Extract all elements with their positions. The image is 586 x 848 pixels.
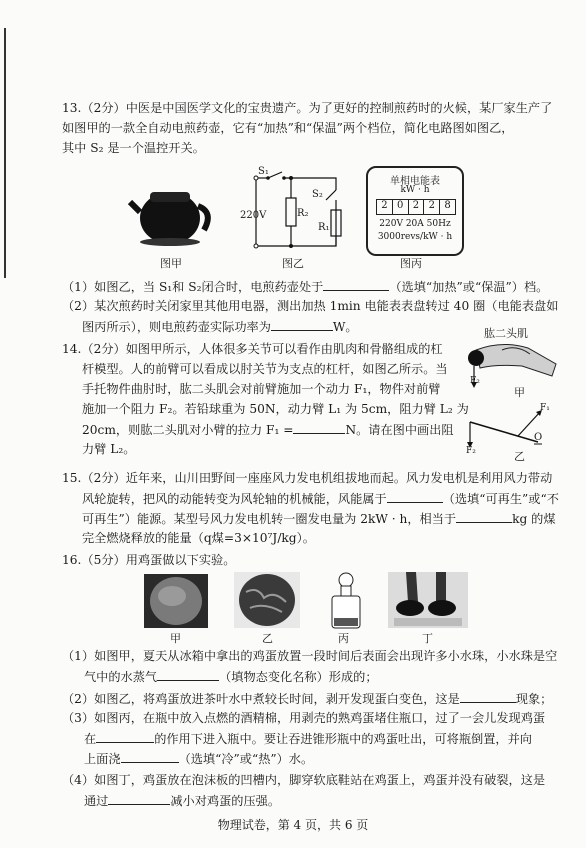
q15-line-3-pre: 可再生”）能源。某型号风力发电机转一圈发电量为 2kW · h，相当于 bbox=[82, 512, 457, 526]
yi-f2-label: F₂ bbox=[466, 446, 476, 456]
q13-caption-bing: 图丙 bbox=[400, 257, 422, 270]
q14-line-6: 力臂 L₂。 bbox=[82, 442, 136, 456]
q15-line-3 bbox=[82, 510, 556, 527]
q16-part-2 bbox=[62, 690, 552, 707]
q16-part-1-line-2 bbox=[84, 668, 378, 685]
q15-line-3-post: kg 的煤 bbox=[512, 512, 556, 526]
q16-caption-bing: 丙 bbox=[338, 632, 349, 645]
q14-line-2: 杆模型。人的前臂可以看成以肘关节为支点的杠杆，如图乙所示。当 bbox=[82, 362, 448, 376]
q16-part-3-post2: （选填“冷”或“热”）水。 bbox=[178, 752, 314, 766]
q13-answer-2-blank[interactable] bbox=[271, 318, 333, 331]
voltage-label: 220V bbox=[240, 210, 267, 221]
q16-caption-ding: 丁 bbox=[422, 632, 433, 645]
q13-line-1: 13.（2分）中医是中国医学文化的宝贵遗产。为了更好的控制煎药时的火候，某厂家生产了 bbox=[62, 101, 553, 115]
pivot-o-label: O bbox=[534, 432, 543, 443]
q15-line-4: 完全燃烧释放的能量（q煤=3×10⁷J/kg）。 bbox=[82, 531, 315, 545]
meter-digit: 2 bbox=[409, 200, 425, 214]
q16-part-3-mid: 的作用下进入瓶中。要让吞进锥形瓶中的鸡蛋吐出，可将瓶倒置，并向 bbox=[154, 732, 532, 746]
kettle-image bbox=[128, 178, 214, 246]
q16-answer-5-blank[interactable] bbox=[108, 792, 170, 805]
q16-part-2-pre: （2）如图乙，将鸡蛋放进茶叶水中煮较长时间，剥开发现蛋白变色，这是 bbox=[62, 692, 460, 706]
q13-line-2: 如图甲的一款全自动电煎药壶，它有“加热”和“保温”两个档位，简化电路图如图乙， bbox=[62, 121, 514, 135]
q16-part-3-pre2: 上面浇 bbox=[84, 752, 121, 766]
meter-spec-2: 3000revs/kW · h bbox=[377, 232, 453, 242]
q14-answer-blank[interactable] bbox=[293, 421, 345, 434]
q16-title: 16.（5分）用鸡蛋做以下实验。 bbox=[62, 553, 236, 567]
meter-spec-1: 220V 20A 50Hz bbox=[379, 219, 451, 229]
q16-part-1-post: （填物态变化名称）形成的； bbox=[219, 670, 378, 684]
q16-part-2-post: 现象； bbox=[515, 692, 553, 706]
q16-part-4-post: 减小对鸡蛋的压强。 bbox=[170, 794, 281, 808]
q13-answer-1-blank[interactable] bbox=[323, 278, 389, 291]
q14-caption-jia: 甲 bbox=[514, 386, 525, 399]
q16-part-1-pre: 气中的水蒸气 bbox=[84, 670, 158, 684]
meter-digits bbox=[376, 199, 456, 215]
q16-caption-yi: 乙 bbox=[262, 632, 273, 645]
q16-part-1-line-1: （1）如图甲，夏天从冰箱中拿出的鸡蛋放置一段时间后表面会出现许多小水珠，小水珠是空 bbox=[62, 649, 558, 663]
q14-line-1: 14.（2分）如图甲所示，人体很多关节可以看作由肌肉和骨骼组成的杠 bbox=[62, 342, 443, 356]
q14-line-4: 施加一个阻力 F₂。若铅球重为 50N，动力臂 L₁ 为 5cm，阻力臂 L₂ 为 bbox=[82, 402, 469, 416]
q13-part-1 bbox=[62, 278, 548, 295]
page-footer: 物理试卷，第 4 页，共 6 页 bbox=[217, 818, 369, 832]
q16-part-3-pre: 在 bbox=[84, 732, 97, 746]
q13-caption-jia: 图甲 bbox=[160, 257, 182, 270]
biceps-label: 肱二头肌 bbox=[484, 327, 528, 340]
egg-photo-yi bbox=[234, 572, 300, 628]
s2-label: S₂ bbox=[312, 189, 323, 200]
flask-photo-bing bbox=[326, 572, 366, 630]
q16-part-4-line-1: （4）如图丁，鸡蛋放在泡沫板的凹槽内，脚穿软底鞋站在鸡蛋上，鸡蛋并没有破裂，这是 bbox=[62, 773, 546, 787]
q15-line-2-post: （选填“可再生”或“不 bbox=[442, 492, 559, 506]
q14-caption-yi: 乙 bbox=[514, 450, 525, 463]
q15-line-2-pre: 风轮旋转，把风的动能转变为风轮轴的机械能，风能属于 bbox=[82, 492, 387, 506]
arm-image bbox=[462, 338, 562, 396]
q13-part-2-post: W。 bbox=[332, 320, 358, 334]
q13-part-2-pre: 图丙所示），则电煎药壶实际功率为 bbox=[82, 320, 271, 334]
energy-meter bbox=[366, 166, 464, 256]
q13-part-1-post: （选填“加热”或“保温”）档。 bbox=[389, 280, 549, 294]
meter-digit: 0 bbox=[393, 200, 409, 214]
q13-part-2-line-1: （2）某次煎药时关闭家里其他用电器，测出加热 1min 电能表表盘转过 40 圈（电能表盘如 bbox=[62, 299, 559, 313]
q16-answer-2-blank[interactable] bbox=[460, 690, 516, 703]
q15-line-1: 15.（2分）近年来，山川田野间一座座风力发电机组拔地而起。风力发电机是利用风力带动 bbox=[62, 471, 553, 485]
q14-line-5-pre: 20cm，则肱二头肌对小臂的拉力 F₁ = bbox=[82, 423, 294, 437]
q16-part-3-line-2 bbox=[84, 730, 532, 747]
q16-part-3-line-1: （3）如图丙，在瓶中放入点燃的酒精棉，用剥壳的熟鸡蛋堵住瓶口，过了一会儿发现鸡蛋 bbox=[62, 711, 546, 725]
q16-caption-jia: 甲 bbox=[170, 632, 181, 645]
jia-f2-label: F₂ bbox=[470, 376, 480, 386]
r2-label: R₂ bbox=[297, 208, 309, 219]
egg-photo-jia bbox=[144, 574, 208, 628]
q13-part-2 bbox=[82, 318, 358, 335]
binding-edge bbox=[4, 28, 6, 278]
q16-answer-1-blank[interactable] bbox=[157, 668, 219, 681]
q15-line-2 bbox=[82, 490, 559, 507]
q13-line-3: 其中 S₂ 是一个温控开关。 bbox=[62, 141, 205, 155]
q16-part-4-pre: 通过 bbox=[84, 794, 109, 808]
q16-part-3-line-3 bbox=[84, 750, 313, 767]
meter-digit: 2 bbox=[424, 200, 440, 214]
q14-line-5 bbox=[82, 421, 454, 438]
meter-title: 单相电能表 bbox=[390, 176, 440, 187]
shoes-photo-ding bbox=[388, 572, 468, 628]
q13-caption-yi: 图乙 bbox=[282, 257, 304, 270]
yi-f1-label: F₁ bbox=[540, 403, 550, 413]
meter-digit-decimal: 8 bbox=[444, 200, 451, 211]
q14-line-5-post: N。请在图中画出阻 bbox=[345, 423, 454, 437]
q15-answer-2-blank[interactable] bbox=[456, 510, 512, 523]
q14-line-3: 手托物件曲肘时，肱二头肌会对前臂施加一个动力 F₁，物件对前臂 bbox=[82, 382, 441, 396]
q13-part-1-pre: （1）如图乙，当 S₁和 S₂闭合时，电煎药壶处于 bbox=[62, 280, 324, 294]
q16-part-4-line-2 bbox=[84, 792, 280, 809]
s1-label: S₁ bbox=[258, 166, 269, 177]
q16-answer-3-blank[interactable] bbox=[96, 730, 154, 743]
meter-unit: kW · h bbox=[400, 185, 430, 195]
q16-answer-4-blank[interactable] bbox=[121, 750, 179, 763]
q15-answer-1-blank[interactable] bbox=[387, 490, 443, 503]
meter-digit: 2 bbox=[377, 200, 393, 214]
r1-label: R₁ bbox=[318, 222, 330, 233]
